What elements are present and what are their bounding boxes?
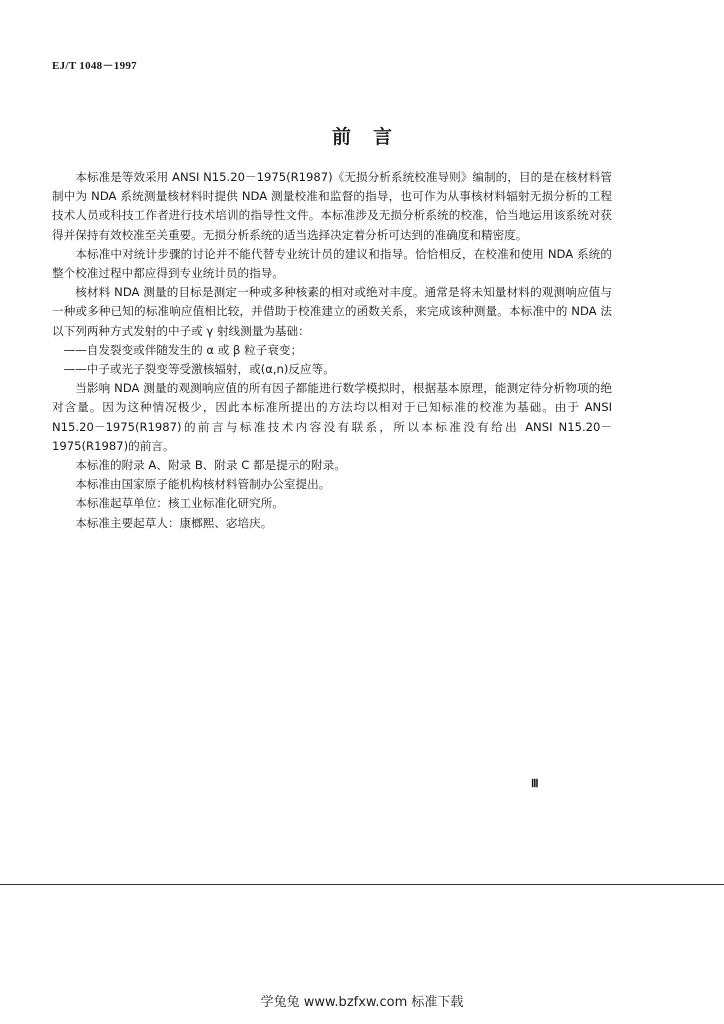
list-item: ——自发裂变或伴随发生的 α 或 β 粒子衰变；: [63, 342, 303, 357]
page-title: 前言: [331, 126, 414, 148]
watermark-footer: 学兔兔 www.bzfxw.com 标准下载: [260, 995, 464, 1010]
paragraph-proposer: 本标准由国家原子能机构核材料管制办公室提出。: [75, 477, 331, 492]
paragraph-intro: 本标准是等效采用 ANSI N15.20－1975(R1987)《无损分析系统校准导则》编制的，目的是在核材料管制中为 NDA 系统测量核材料时提供 NDA 测量校准和监督的指导，也可作为从事核材料辐射无损分析的工程技术人员或科技工作者进行技术培训的指导性文件。本标准涉及无损分析系统的校准，恰当地运用该系统对获得并保持有效校准至关重要。无损分析系统的适当选择决定着分析可达到的准确度和精密度。: [52, 170, 612, 242]
paragraph-drafters: 本标准主要起草人：康榔熙、宓培庆。: [75, 515, 273, 530]
paragraph-modeling: 当影响 NDA 测量的观测响应值的所有因子都能进行数学模拟时，根据基本原理，能测定待分析物项的绝对含量。因为这种情况极少，因此本标准所提出的方法均以相对于已知标准的校准为基础。由于 ANSI N15.20－1975(R1987)的前言与标准技术内容没有联系，所以本标准没有给出 ANSI N15.20－1975(R1987)的前言。: [52, 381, 612, 453]
page-number: Ⅲ: [531, 778, 539, 790]
paragraph-nda-goal: 核材料 NDA 测量的目标是测定一种或多种核素的相对或绝对丰度。通常是将未知量材料的观测响应值与一种或多种已知的标准响应值相比较，并借助于校准建立的函数关系，来完成该种测量。本标准中的 NDA 法以下列两种方式发射的中子或 γ 射线测量为基础：: [52, 285, 612, 338]
paragraph-statistics: 本标准中对统计步骤的讨论并不能代替专业统计员的建议和指导。恰恰相反，在校准和使用 NDA 系统的整个校准过程中都应得到专业统计员的指导。: [52, 246, 612, 281]
list-item: ——中子或光子裂变等受激核辐射，或(α,n)反应等。: [63, 362, 335, 377]
paragraph-appendices: 本标准的附录 A、附录 B、附录 C 都是提示的附录。: [75, 458, 346, 473]
body-text: [52, 168, 612, 533]
standard-code-header: EJ/T 1048－1997: [52, 60, 137, 72]
bottom-rule: [0, 884, 724, 885]
paragraph-drafting-unit: 本标准起草单位：核工业标准化研究所。: [75, 496, 284, 511]
